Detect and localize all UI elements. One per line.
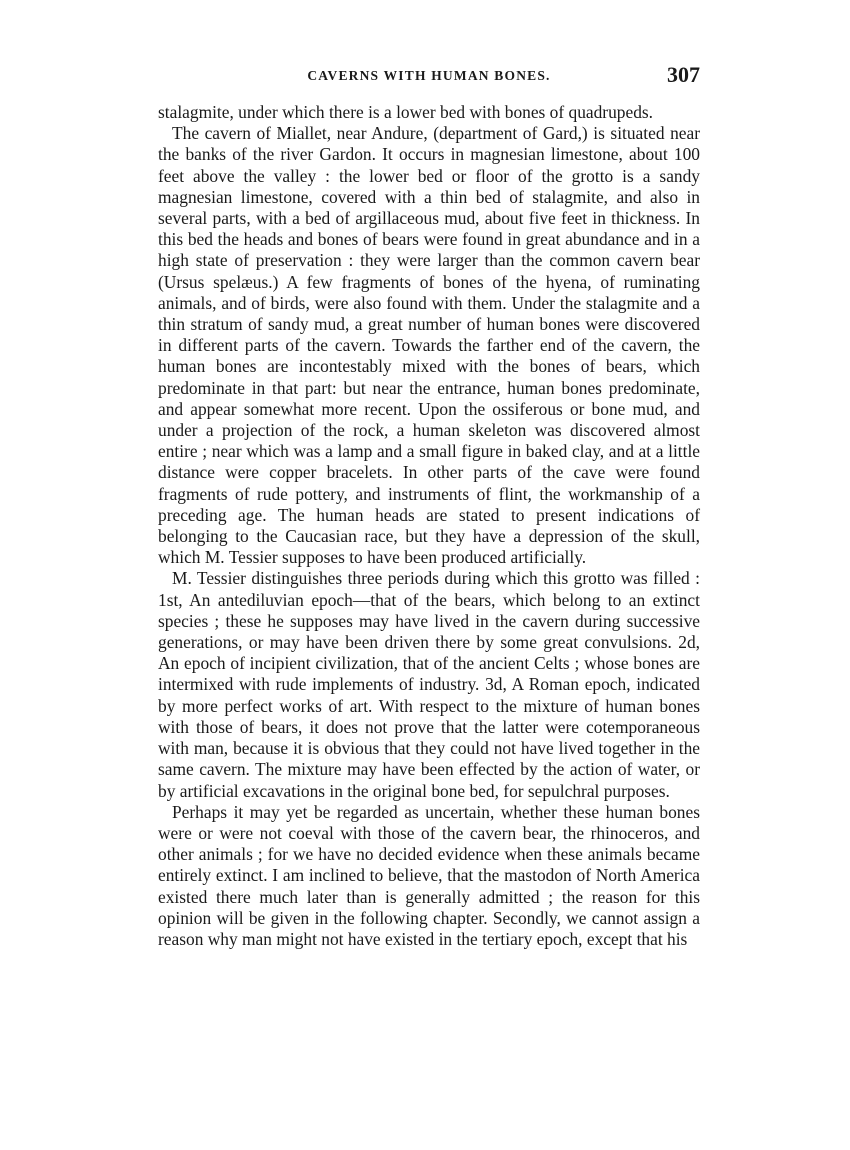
running-head: CAVERNS WITH HUMAN BONES. (307, 68, 551, 83)
page-body (158, 102, 700, 950)
paragraph-continuation: stalagmite, under which there is a lower bed with bones of quadrupeds. (158, 102, 654, 122)
page-header (158, 60, 700, 90)
paragraph-tessier-periods: M. Tessier distinguishes three periods during which this grotto was filled : 1st, An antediluvian epoch—that of the bears, which belong to an extinct species ; these he supposes may have lived in the cavern during successive generations, or may have been driven there by some great convulsions. 2d, An epoch of incipient civilization, that of the ancient Celts ; whose bones are intermixed with rude implements of industry. 3d, A Roman epoch, indicated by more perfect works of art. With respect to the mixture of human bones with those of bears, it does not prove that the latter were cotemporaneous with man, because it is obvious that they could not have lived together in the same cavern. The mixture may have been effected by the action of water, or by artificial excavations in the original bone bed, for sepulchral purposes. (158, 568, 700, 801)
book-page (158, 60, 700, 950)
page-number: 307 (667, 62, 700, 87)
paragraph-cavern-miallet: The cavern of Miallet, near Andure, (department of Gard,) is situated near the banks of the river Gardon. It occurs in magnesian limestone, about 100 feet above the valley : the lower bed or floor of the grotto is a sandy magnesian limestone, covered with a thin bed of stalagmite, and also in several parts, with a bed of argillaceous mud, about five feet in thickness. In this bed the heads and bones of bears were found in great abundance and in a high state of preservation : they were larger than the common cavern bear (Ursus spelæus.) A few fragments of bones of the hyena, of ruminating animals, and of birds, were also found with them. Under the stalagmite and a thin stratum of sandy mud, a great number of human bones were discovered in different parts of the cavern. Towards the farther end of the cavern, the human bones are incontestably mixed with the bones of bears, which predominate in that part: but near the entrance, human bones predominate, and appear somewhat more recent. Upon the ossiferous or bone mud, and under a projection of the rock, a human skeleton was discovered almost entire ; near which was a lamp and a small figure in baked clay, and at a little distance were copper bracelets. In other parts of the cave were found fragments of rude pottery, and instruments of flint, the workmanship of a preceding age. The human heads are stated to present indications of belonging to the Caucasian race, but they have a depression of the skull, which M. Tessier supposes to have been produced artificially. (158, 123, 700, 568)
paragraph-coeval-question: Perhaps it may yet be regarded as uncertain, whether these human bones were or were not coeval with those of the cavern bear, the rhinoceros, and other animals ; for we have no decided evidence when these animals became entirely extinct. I am inclined to believe, that the mastodon of North America existed there much later than is generally admitted ; the reason for this opinion will be given in the following chapter. Secondly, we cannot assign a reason why man might not have existed in the tertiary epoch, except that his (158, 801, 700, 949)
